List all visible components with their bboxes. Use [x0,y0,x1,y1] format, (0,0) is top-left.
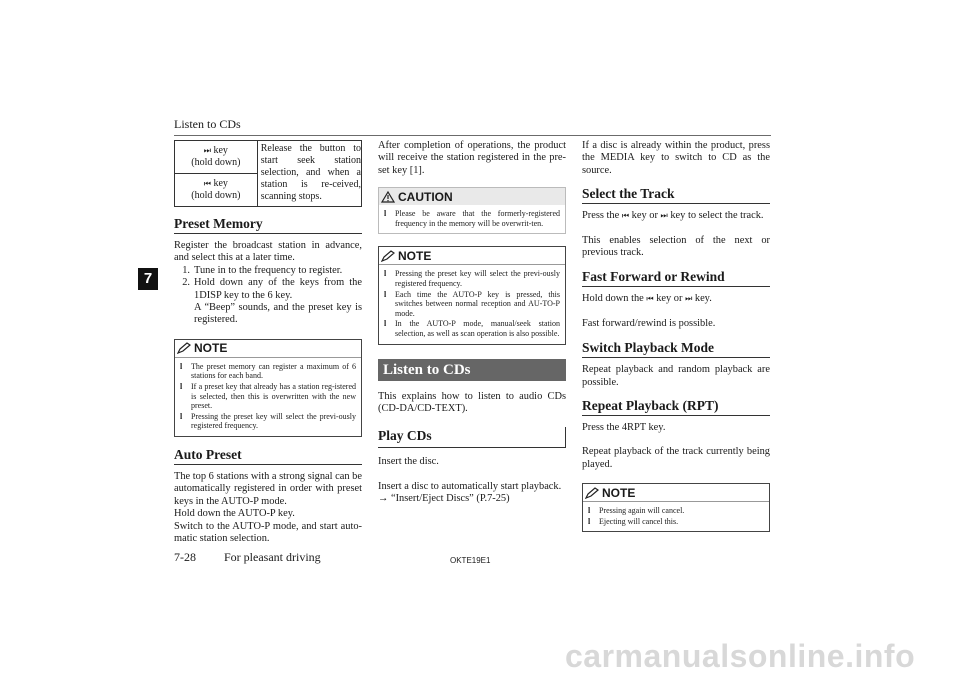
note-pencil-icon [381,250,395,262]
key-description: Release the button to start seek station selection, and when a station is re-ceived, scanning stops. [257,141,361,207]
page-number: 7-28 [174,550,196,564]
note-pencil-icon [585,487,599,499]
note-item: l Ejecting will cancel this. [588,516,679,526]
key-label: key [213,178,228,189]
after-completion-text: After completion of operations, the product will receive the station registered in the pre-set key [1]. [378,140,566,176]
warning-triangle-icon [381,191,395,203]
note-label: NOTE [194,341,228,356]
cross-reference: → “Insert/Eject Discs” (P.7-25) [378,493,510,505]
previous-track-icon: ⏮ [621,211,630,221]
preset-memory-body [174,240,362,327]
note-list [175,358,361,436]
note-item: l In the AUTO-P mode, manual/seek station selection, as well as scan operation is also possible. [384,319,560,338]
col2-note-box [378,246,566,344]
select-track-body [582,210,770,259]
column-2 [378,140,566,506]
previous-track-icon: ⏮ [203,179,211,188]
auto-preset-heading: Auto Preset [174,447,362,465]
caution-item: l Please be aware that the formerly-registered frequency in the memory will be overwrit-ten. [384,209,560,228]
note-item: l Pressing the preset key will select the previ-ously registered frequency. [384,269,560,288]
note-list [583,502,769,531]
note-item: l If a preset key that already has a station reg-istered is selected, then this is overwritten with the new preset. [180,382,356,411]
watermark: carmanualsonline.info [565,638,916,674]
document-code: OKTE19E1 [450,556,491,565]
column-3 [582,140,770,532]
fast-forward-heading: Fast Forward or Rewind [582,269,770,287]
col3-intro: If a disc is already within the product, press the MEDIA key to switch to CD as the source. [582,140,770,176]
header-rule [174,135,771,136]
repeat-note: Repeat playback of the track currently being played. [582,446,770,470]
auto-preset-body [174,471,362,545]
step-2: 2. Hold down any of the keys from the 1DISP key to the 6 key. [182,277,362,301]
next-track-icon: ⏭ [660,211,668,221]
note-header [583,484,769,502]
play-cds-heading: Play CDs [378,427,566,448]
note-label: NOTE [602,485,636,500]
switch-mode-heading: Switch Playback Mode [582,340,770,358]
fast-forward-note: Fast forward/rewind is possible. [582,317,716,329]
auto-preset-line: Switch to the AUTO-P mode, and start auto-matic station selection. [174,520,362,545]
fast-forward-instruction: Hold down the ⏮ key or ⏭ key. [582,293,712,305]
step-2-extra: A “Beep” sounds, and the preset key is registered. [194,302,362,326]
col3-note-box [582,483,770,532]
select-track-heading: Select the Track [582,186,770,204]
previous-track-icon: ⏮ [646,294,654,304]
insert-text: Insert the disc. [378,456,439,468]
banner-text: This explains how to listen to audio CDs (CD-DA/CD-TEXT). [378,390,566,414]
caution-label: CAUTION [398,189,453,204]
key-cell-prev [175,174,258,207]
footer-section: For pleasant driving [224,550,321,564]
step-1: 1. Tune in to the frequency to register. [182,264,343,276]
key-label: key [213,145,228,156]
next-track-icon: ⏭ [685,294,693,304]
key-cell-next [175,141,258,174]
column-1 [174,140,362,545]
note-item: l Pressing the preset key will select the previ-ously registered frequency. [180,411,356,431]
preset-memory-heading: Preset Memory [174,216,362,234]
caution-list [379,205,565,233]
select-track-note: This enables selection of the next or previous track. [582,234,770,259]
note-item: l The preset memory can register a maximum of 6 stations for each band. [180,361,356,381]
preset-intro: Register the broadcast station in advance, and select this at a later time. [174,240,362,264]
section-banner: Listen to CDs [378,359,566,381]
note-list [379,265,565,343]
preset-note-box [174,339,362,437]
switch-mode-text: Repeat playback and random playback are possible. [582,364,770,388]
note-pencil-icon [177,342,191,354]
note-header [379,247,565,265]
repeat-instruction: Press the 4RPT key. [582,422,666,434]
running-header: Listen to CDs [174,117,241,131]
caution-box [378,187,566,234]
note-label: NOTE [398,248,432,263]
repeat-heading: Repeat Playback (RPT) [582,398,770,416]
note-header [175,340,361,358]
key-table [174,140,362,207]
hold-label: (hold down) [191,190,241,201]
auto-start-text: Insert a disc to automatically start playback. [378,480,562,492]
caution-header [379,188,565,205]
fast-forward-body [582,293,770,330]
chapter-tab: 7 [138,268,158,290]
next-track-icon: ⏭ [203,146,211,155]
note-item: l Pressing again will cancel. [588,506,685,516]
select-track-instruction: Press the ⏮ key or ⏭ key to select the track. [582,210,764,222]
auto-preset-line: Hold down the AUTO-P key. [174,508,295,520]
hold-label: (hold down) [191,157,241,168]
auto-preset-line: The top 6 stations with a strong signal can be automatically registered in order with preset keys in the AUTO-P mode. [174,471,362,507]
repeat-body [582,422,770,471]
note-item: l Each time the AUTO-P key is pressed, this switches between normal reception and AU-TO-P mode. [384,289,560,318]
play-cds-body [378,456,566,505]
